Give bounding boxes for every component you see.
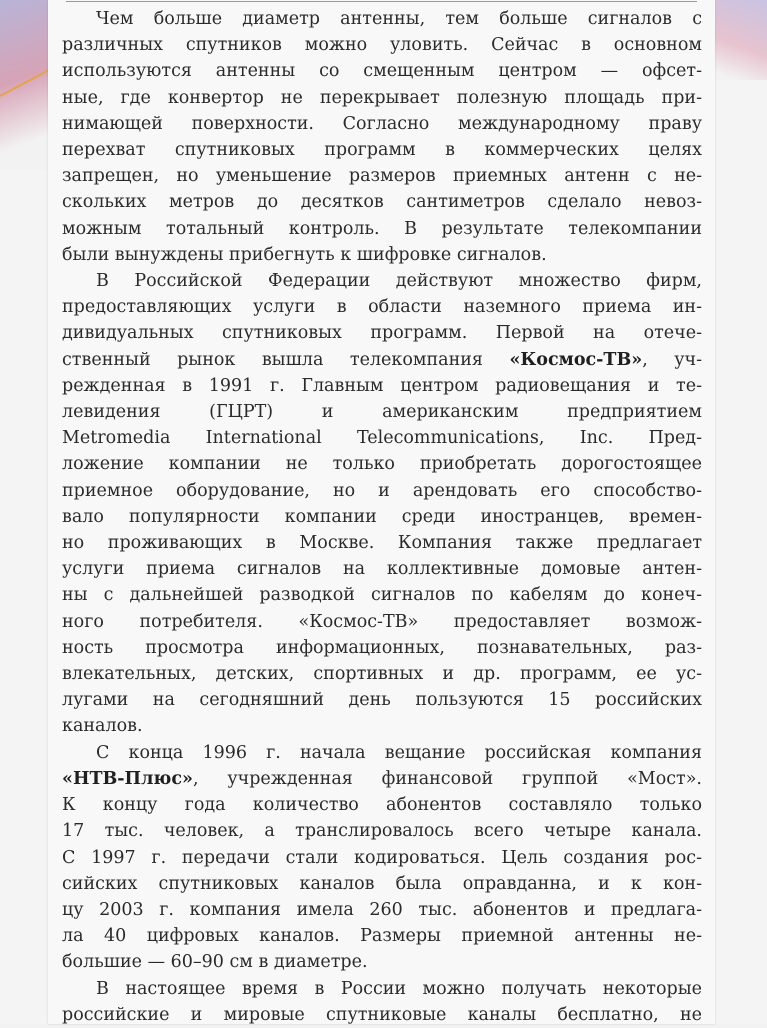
page-top-rule — [66, 1, 697, 2]
text-run: влекательных, детских, спортивных и др. программ, ее ус- — [62, 664, 702, 685]
text-line — [62, 320, 702, 346]
text-line — [62, 294, 702, 320]
text-run: , учрежденная финансовой группой «Мост». — [192, 768, 702, 789]
text-run: российские и мировые спутниковые каналы бесплатно, не — [62, 1004, 702, 1025]
text-line — [62, 556, 702, 582]
text-run: ны с дальнейшей разводкой сигналов по кабелям до конеч- — [62, 585, 702, 606]
text-run: ственный рынок вышла телекомпания — [62, 349, 510, 370]
text-run: 17 тыс. человек, а транслировалось всего четыре канала. — [62, 821, 702, 842]
text-line — [62, 923, 702, 949]
text-line — [62, 504, 702, 530]
text-run: ла 40 цифровых каналов. Размеры приемной антенны не- — [62, 926, 702, 947]
text-line — [62, 451, 702, 477]
text-run: К концу года количество абонентов составляло только — [62, 795, 702, 816]
text-line — [62, 242, 702, 268]
text-line — [62, 766, 702, 792]
text-run: дивидуальных спутниковых программ. Первой на отече- — [62, 323, 702, 344]
text-line — [62, 6, 702, 32]
text-run: услуги приема сигналов на коллективные домовые антен- — [62, 559, 702, 580]
text-run: вало популярности компании среди иностранцев, времен- — [62, 506, 702, 527]
text-run: запрещен, но уменьшение размеров приемных антенн с не- — [62, 166, 702, 187]
text-line — [62, 818, 702, 844]
text-run: С 1997 г. передачи стали кодироваться. Цель создания рос- — [62, 847, 702, 868]
text-run: перехват спутниковых программ в коммерческих целях — [62, 140, 702, 161]
text-line — [62, 687, 702, 713]
text-run: лугами на сегодняшний день пользуются 15 российских — [62, 690, 702, 711]
text-line — [62, 32, 702, 58]
text-run: Metromedia International Telecommunications, Inc. Пред- — [62, 428, 702, 449]
text-run: цу 2003 г. компания имела 260 тыс. абонентов и предлага- — [62, 899, 702, 920]
text-run: левидения (ГЦРТ) и американским предприятием — [62, 402, 702, 423]
decorative-corner-right — [707, 0, 767, 80]
text-run: каналов. — [62, 716, 143, 737]
text-line — [62, 85, 702, 111]
text-run: скольких метров до десятков сантиметров сделало невоз- — [62, 192, 702, 213]
text-run: большие — 60–90 см в диаметре. — [62, 952, 368, 973]
text-run: используются антенны со смещенным центром — офсет- — [62, 61, 702, 82]
text-line — [62, 111, 702, 137]
text-run: ность просмотра информационных, познавательных, раз- — [62, 637, 702, 658]
bold-term: «НТВ-Плюс» — [62, 768, 193, 789]
text-run: были вынуждены прибегнуть к шифровке сигналов. — [62, 244, 547, 265]
text-line — [62, 713, 702, 739]
text-run: но проживающих в Москве. Компания также предлагает — [62, 533, 702, 554]
text-line — [62, 530, 702, 556]
text-line — [62, 792, 702, 818]
text-run: Чем больше диаметр антенны, тем больше сигналов с — [96, 9, 702, 29]
text-line — [62, 163, 702, 189]
text-line — [62, 189, 702, 215]
text-run: предоставляющих услуги в области наземного приема ин- — [62, 297, 702, 318]
text-run: ные, где конвертор не перекрывает полезную площадь при- — [62, 87, 702, 108]
text-line — [62, 661, 702, 687]
page-text — [62, 6, 702, 1028]
text-run: , уч- — [642, 349, 703, 370]
text-line — [62, 635, 702, 661]
text-run: В настоящее время в России можно получать некоторые — [96, 978, 702, 999]
bold-term: «Космос-ТВ» — [509, 349, 643, 370]
text-run: приемное оборудование, но и арендовать его способство- — [62, 480, 702, 501]
text-line — [62, 976, 702, 1002]
text-line — [62, 478, 702, 504]
text-line — [62, 58, 702, 84]
text-run: С конца 1996 г. начала вещание российская компания — [96, 742, 702, 763]
text-line — [62, 740, 702, 766]
scanned-page — [48, 0, 715, 1024]
text-run: сийских спутниковых каналов была оправданна, и к кон- — [62, 873, 702, 894]
text-line — [62, 425, 702, 451]
text-line — [62, 216, 702, 242]
text-run: различных спутников можно уловить. Сейчас в основном — [62, 35, 702, 56]
text-line — [62, 609, 702, 635]
text-line — [62, 949, 702, 975]
text-run: ного потребителя. «Космос-ТВ» предоставляет возмож- — [62, 611, 702, 632]
text-line — [62, 845, 702, 871]
text-run: В Российской Федерации действуют множество фирм, — [96, 271, 702, 292]
text-run: ложение компании не только приобретать дорогостоящее — [62, 454, 702, 475]
text-line — [62, 373, 702, 399]
text-line — [62, 268, 702, 294]
text-line — [62, 871, 702, 897]
text-line — [62, 897, 702, 923]
text-line — [62, 347, 702, 373]
text-line — [62, 582, 702, 608]
text-line — [62, 137, 702, 163]
text-line — [62, 399, 702, 425]
text-run: нимающей поверхности. Согласно международному праву — [62, 113, 702, 134]
text-run: можным тотальный контроль. В результате телекомпании — [62, 218, 702, 239]
text-run: режденная в 1991 г. Главным центром радиовещания и те- — [62, 375, 702, 396]
